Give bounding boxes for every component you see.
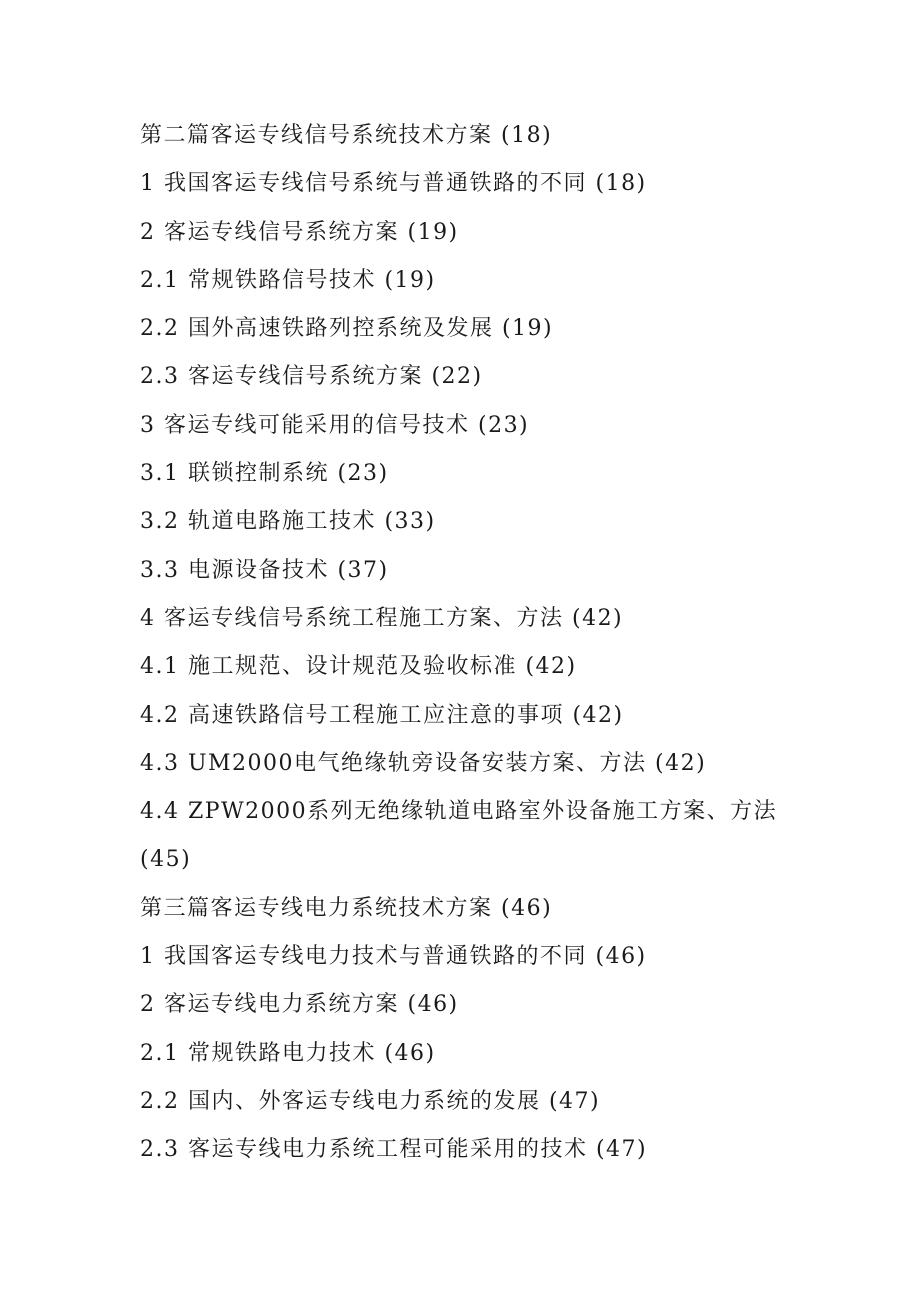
toc-entry: 2.3 客运专线电力系统工程可能采用的技术 (47) (140, 1137, 648, 1163)
toc-entry: 2.3 客运专线信号系统方案 (22) (140, 364, 483, 390)
toc-entry: 1 我国客运专线信号系统与普通铁路的不同 (18) (140, 171, 647, 197)
toc-entry: 3.3 电源设备技术 (37) (140, 557, 389, 583)
toc-entry: 4.1 施工规范、设计规范及验收标准 (42) (140, 654, 577, 680)
toc-entry: 2.2 国外高速铁路列控系统及发展 (19) (140, 316, 554, 342)
toc-entry: 第二篇客运专线信号系统技术方案 (18) (140, 123, 553, 148)
toc-entry: 2 客运专线电力系统方案 (46) (140, 992, 459, 1018)
toc-entry: 2.1 常规铁路信号技术 (19) (140, 267, 436, 293)
toc-entry: 3 客运专线可能采用的信号技术 (23) (140, 412, 530, 438)
toc-entry: 1 我国客运专线电力技术与普通铁路的不同 (46) (140, 944, 647, 970)
table-of-contents (140, 112, 790, 1175)
toc-entry: 2.2 国内、外客运专线电力系统的发展 (47) (140, 1088, 601, 1114)
toc-entry-continuation: (45) (140, 847, 192, 873)
toc-entry: 第三篇客运专线电力系统技术方案 (46) (140, 895, 553, 921)
toc-entry: 4.3 UM2000电气绝缘轨旁设备安装方案、方法 (42) (140, 750, 707, 776)
toc-entry: 3.1 联锁控制系统 (23) (140, 461, 389, 487)
toc-entry: 2.1 常规铁路电力技术 (46) (140, 1040, 436, 1066)
toc-entry: 4.4 ZPW2000系列无绝缘轨道电路室外设备施工方案、方法 (140, 799, 778, 825)
toc-entry: 2 客运专线信号系统方案 (19) (140, 219, 459, 245)
toc-entry: 4.2 高速铁路信号工程施工应注意的事项 (42) (140, 702, 624, 728)
toc-entry: 4 客运专线信号系统工程施工方案、方法 (42) (140, 605, 624, 631)
toc-entry: 3.2 轨道电路施工技术 (33) (140, 509, 436, 535)
